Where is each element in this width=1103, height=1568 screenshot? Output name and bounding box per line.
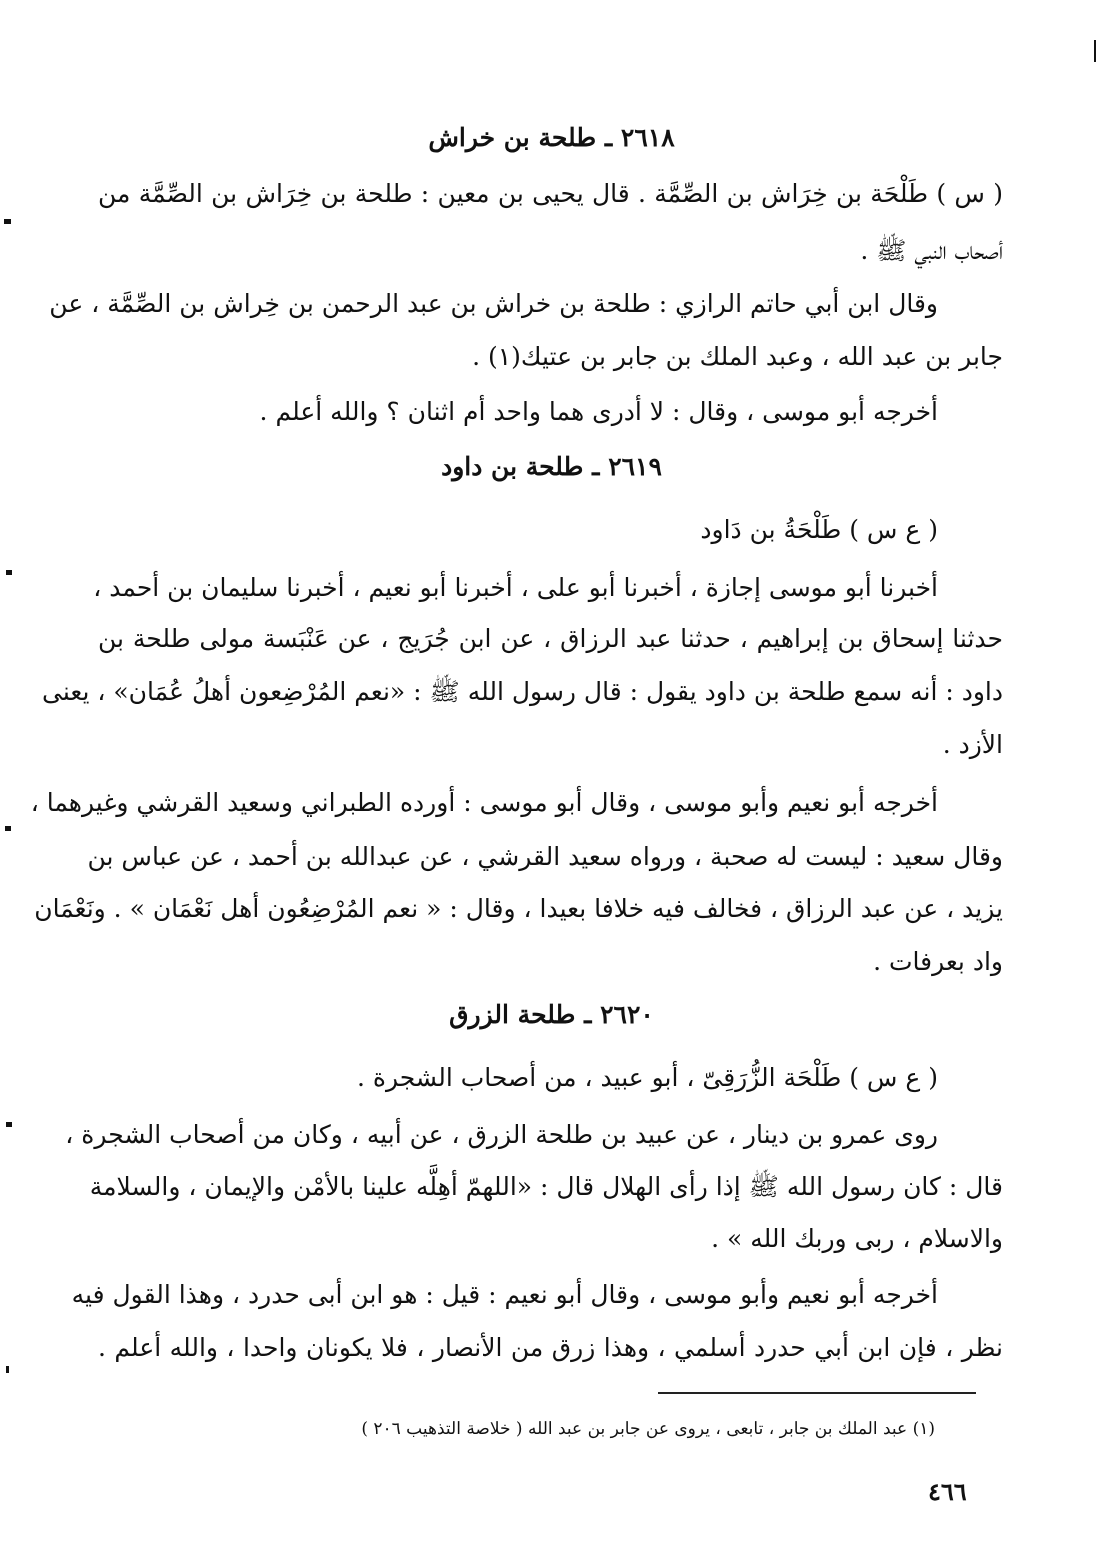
entry-2618-line-1: ( س ) طَلْحَة بن خِرَاش بن الصِّمَّة . قال يحيى بن معين : طلحة بن خِرَاش بن الصِّمَّة من (98, 179, 1003, 208)
entry-2619-line-8: يزيد ، عن عبد الرزاق ، فخالف فيه خلافا بعيدا ، وقال : « نعم المُرْضِعُون أهل نَعْمَان » . ونَعْمَان (34, 894, 1003, 923)
entry-2620-heading: ٢٦٢٠ ـ طلحة الزرق (449, 1000, 654, 1029)
scan-mark (6, 1366, 9, 1373)
entry-2618-line-5: أخرجه أبو موسى ، وقال : لا أدرى هما واحد أم اثنان ؟ والله أعلم . (259, 397, 938, 426)
scan-mark (4, 219, 11, 224)
scan-mark (6, 570, 12, 575)
footnote-divider (658, 1392, 976, 1394)
entry-2619-line-3: حدثنا إسحاق بن إبراهيم ، حدثنا عبد الرزاق ، عن ابن جُرَيج ، عن عَنْبَسة مولى طلحة بن (98, 624, 1003, 653)
entry-2620-line-2: روى عمرو بن دينار ، عن عبيد بن طلحة الزرق ، عن أبيه ، وكان من أصحاب الشجرة ، (65, 1120, 938, 1149)
entry-2618-line-3: وقال ابن أبي حاتم الرازي : طلحة بن خراش بن عبد الرحمن بن خِراش بن الصِّمَّة ، عن (49, 289, 938, 318)
entry-2620-line-4: والاسلام ، ربى وربك الله » . (711, 1224, 1003, 1253)
entry-2618-line-2: أصحاب النبي ﷺ . (860, 236, 1003, 265)
entry-2619-line-9: واد بعرفات . (873, 947, 1003, 976)
footnote: (١) عبد الملك بن جابر ، تابعى ، يروى عن جابر بن عبد الله ( خلاصة التذهيب ٢٠٦ ) (361, 1419, 935, 1439)
entry-2620-line-5: أخرجه أبو نعيم وأبو موسى ، وقال أبو نعيم : قيل : هو ابن أبى حدرد ، وهذا القول فيه (71, 1280, 938, 1309)
entry-2619-line-7: وقال سعيد : ليست له صحبة ، ورواه سعيد القرشي ، عن عبدالله بن أحمد ، عن عباس بن (87, 842, 1003, 871)
entry-2618-line-4: جابر بن عبد الله ، وعبد الملك بن جابر بن عتيك(١) . (472, 342, 1003, 371)
scan-mark (6, 1122, 12, 1127)
scan-mark (1094, 40, 1096, 62)
entry-2620-line-3: قال : كان رسول الله ﷺ إذا رأى الهلال قال : «اللهمّ أهِلَّه علينا بالأمْن والإيمان ، والسلامة (89, 1172, 1003, 1201)
entry-2619-line-6: أخرجه أبو نعيم وأبو موسى ، وقال أبو موسى : أورده الطبراني وسعيد القرشي وغيرهما ، (30, 788, 938, 817)
entry-2619-line-1: ( ع س ) طَلْحَةُ بن دَاود (700, 515, 938, 544)
entry-2619-line-4: داود : أنه سمع طلحة بن داود يقول : قال رسول الله ﷺ : «نعم المُرْضِعون أهلُ عُمَان» ، يعنى (42, 677, 1003, 706)
entry-2618-heading: ٢٦١٨ ـ طلحة بن خراش (428, 123, 675, 152)
entry-2619-heading: ٢٦١٩ ـ طلحة بن داود (441, 452, 662, 481)
entry-2620-line-1: ( ع س ) طَلْحَة الزُّرَقِىّ ، أبو عبيد ، من أصحاب الشجرة . (357, 1063, 938, 1092)
entry-2619-line-2: أخبرنا أبو موسى إجازة ، أخبرنا أبو على ، أخبرنا أبو نعيم ، أخبرنا سليمان بن أحمد ، (93, 573, 938, 602)
entry-2619-line-5: الأزد . (942, 730, 1003, 759)
page-number: ٤٦٦ (928, 1477, 967, 1506)
entry-2620-line-6: نظر ، فإن ابن أبي حدرد أسلمي ، وهذا زرق من الأنصار ، فلا يكونان واحدا ، والله أعلم . (98, 1333, 1003, 1362)
scan-mark (5, 826, 11, 831)
